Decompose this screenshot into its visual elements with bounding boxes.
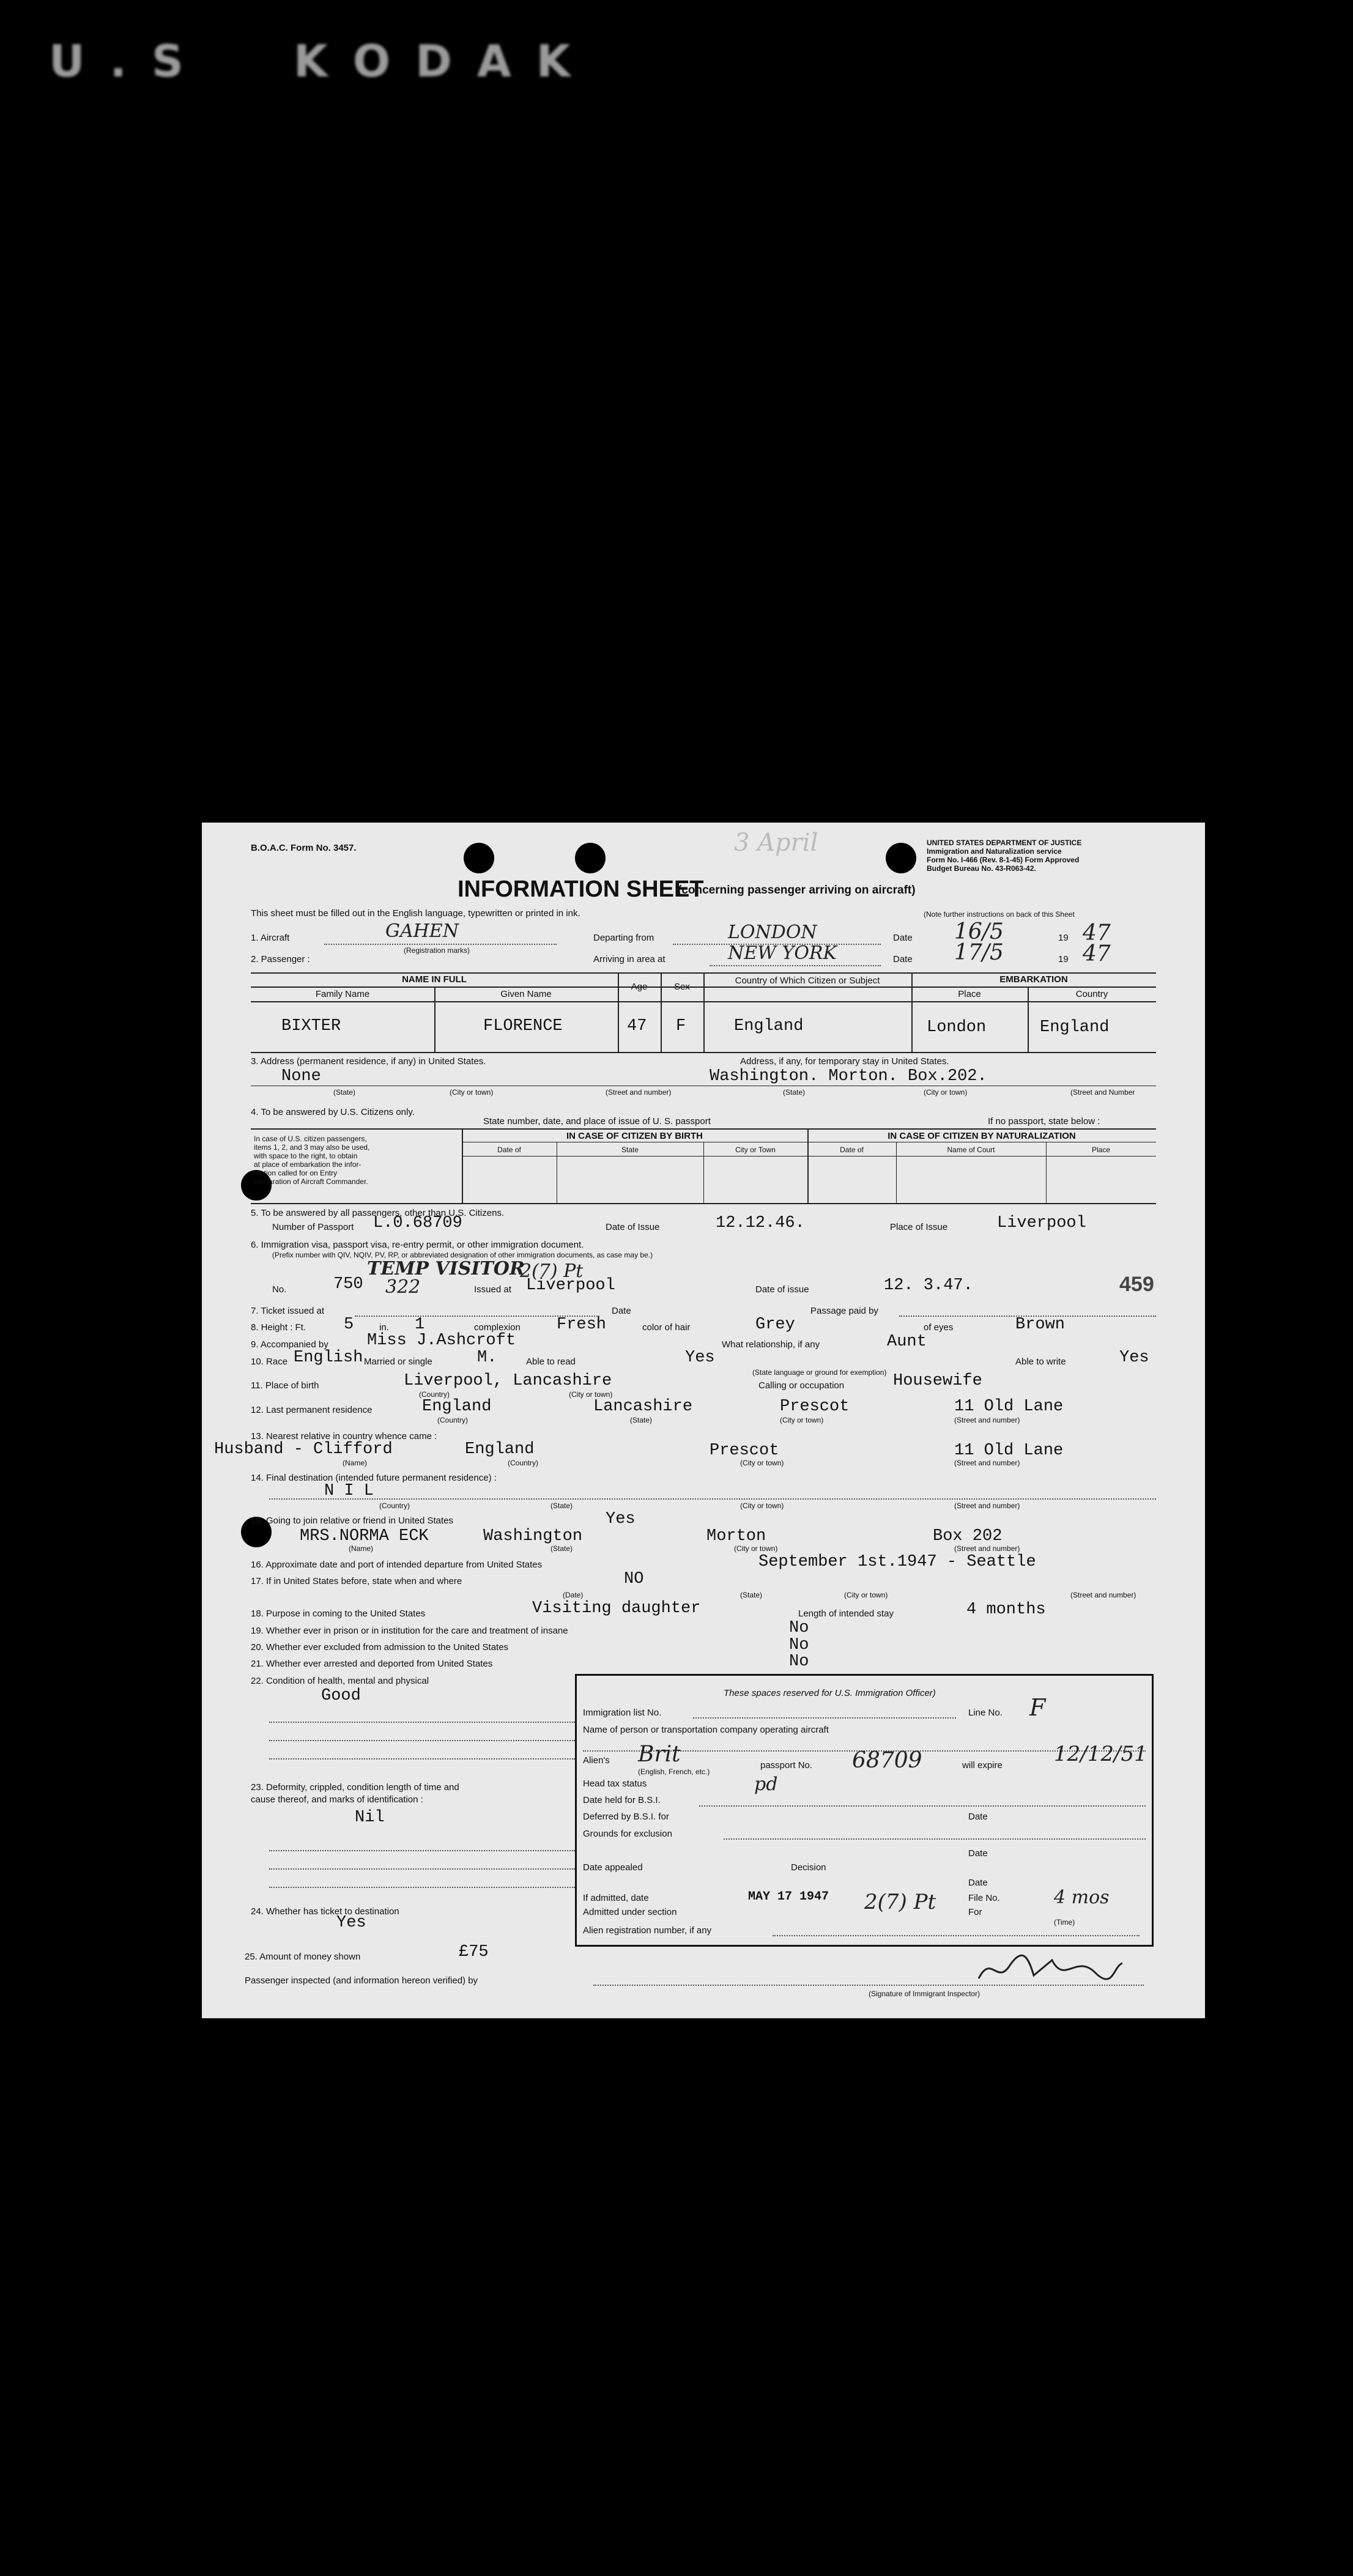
aircraft-registration: GAHEN bbox=[385, 920, 459, 942]
passport-number: L.0.68709 bbox=[373, 1214, 462, 1232]
relative-street: 11 Old Lane bbox=[954, 1442, 1064, 1460]
faint-stamp: 3 April bbox=[734, 829, 818, 857]
stamp-number: 459 bbox=[1119, 1273, 1154, 1296]
form-instructions: This sheet must be filled out in the English language, typewritten or printed in ink. bbox=[251, 908, 580, 919]
hair-color: Grey bbox=[755, 1316, 795, 1334]
health-condition: Good bbox=[321, 1687, 361, 1705]
family-name: BIXTER bbox=[281, 1017, 341, 1035]
height-inches: 1 bbox=[415, 1316, 425, 1334]
arrival-year: 47 bbox=[1083, 941, 1111, 966]
relative-city: Prescot bbox=[710, 1442, 779, 1460]
joining-state: Washington bbox=[483, 1527, 583, 1545]
previous-visit: NO bbox=[624, 1570, 644, 1588]
relative-country: England bbox=[465, 1440, 535, 1459]
arrival-date: 17/5 bbox=[954, 940, 1004, 965]
citizenship-country: England bbox=[734, 1017, 804, 1035]
relationship: Aunt bbox=[887, 1333, 927, 1351]
intended-departure: September 1st.1947 - Seattle bbox=[758, 1553, 1036, 1571]
last-residence-state: Lancashire bbox=[593, 1397, 693, 1416]
race: English bbox=[294, 1349, 363, 1367]
departure-date: 16/5 bbox=[954, 919, 1004, 944]
able-to-read: Yes bbox=[685, 1349, 715, 1367]
joining-name: MRS.NORMA ECK bbox=[300, 1527, 429, 1545]
money-shown: £75 bbox=[459, 1943, 489, 1961]
place-of-birth: Liverpool, Lancashire bbox=[404, 1372, 612, 1390]
film-label-us: U . S bbox=[49, 35, 188, 87]
citizen-note: In case of U.S. citizen passengers, items 1, 2, and 3 may also be used, with space to the right, to obtain at place of embarkation the infor- mation called for on Entry Declaration of Aircraft Commander. bbox=[254, 1134, 370, 1186]
embarkation-place: London bbox=[927, 1018, 987, 1037]
purpose: Visiting daughter bbox=[532, 1599, 701, 1618]
marital-status: M. bbox=[477, 1349, 497, 1367]
joining-city: Morton bbox=[706, 1527, 766, 1545]
passport-issue-date: 12.12.46. bbox=[716, 1214, 805, 1232]
able-to-write: Yes bbox=[1119, 1349, 1149, 1367]
age: 47 bbox=[627, 1017, 647, 1035]
visa-issued-at: Liverpool bbox=[526, 1276, 615, 1295]
punch-hole bbox=[886, 843, 916, 873]
arriving-at: NEW YORK bbox=[728, 942, 837, 964]
visa-handwritten-note: TEMP VISITOR bbox=[367, 1258, 525, 1279]
passport-issue-place: Liverpool bbox=[997, 1214, 1086, 1232]
information-sheet: B.O.A.C. Form No. 3457. UNITED STATES DEPARTMENT OF JUSTICE Immigration and Naturalization service Form No. I-466 (Rev. 8-1-45) Form Approved Budget Bureau No. 43-R063-42. 3 April INFORMATION SHEET (concerning passenger arriving on aircraft) This sheet must be filled out in the English language, typewritten or printed in ink. (Note further instructions on back of this Sheet 1. Aircraft GAHEN (Registration marks) Departing from LONDON Date 16/5 19 47 2. Passenger : Arriving in area at NEW YORK Date 17/5 19 47 NAME IN FULL Family Name Given Name Age Sex Country of Which Citizen or Subject EMBARKATION Place Country BIXTER FLORENCE 47 F England London England 3. Address (permanent residence, if any) in United States. Address, if any, for temporary stay in United States. None Washington. Morton. Box.202. (State) (City or town) (Street and number) (State) (City or town) (Street and Number 4. To be answered by U.S. Citizens only. State number, date, and place of issue of U. S. passport If no passport, state below : In case of U.S. citizen passengers, items 1, 2, and 3 may also be used, with space to the right, to obtain at place of embarkation the infor- mation called for on Entry Declaration of Aircraft Commander. IN CASE OF CITIZEN BY BIRTH IN CASE OF CITIZEN BY NATURALIZATION Date of State City or Town Date of Name of Court Place 5. To be answered by all passengers, other than U.S. Citizens. Number of Passport L.0.68709 Date of Issue 12.12.46. Place of Issue Liverpool 6. Immigration visa, passport visa, re-entry permit, or other immigration document. (Prefix number with QIV, NQIV, PV, RP, or abbreviated designation of other immigration documents, as case may be.) TEMP VISITOR 2(7) Pt No. 750 322 Issued at Liverpool Date of issue 12. 3.47. 459 7. Ticket issued at Date Passage paid by 8. Height : Ft. 5 in. 1 complexion Fresh color of hair Grey of eyes Brown 9. Accompanied by Miss J.Ashcroft What relationship, if any Aunt 10. Race English Married or single M. Able to read Yes (State language or ground for exemption) Able to write Yes 11. Place of birth Liverpool, Lancashire (Country) (City or town) Calling or occupation Housewife 12. Last permanent residence England Lancashire Prescot 11 Old Lane (Country) (State) (City or town) (Street and number) 13. Nearest relative in country whence came : Husband - Clifford England Prescot 11 Old Lane (Name) (Country) (City or town) (Street and number) 14. Final destination (intended future permanent residence) : N I L (Country) (State) (City or town) (Street and number) 15. Going to join relative or friend in United States Yes MRS.NORMA ECK Washington Morton Box 202 (Name) (State) (City or town) (Street and number) 16. Approximate date and port of intended departure from United States September 1st.1947 - Seattle 17. If in United States before, state when and where NO (Date) (State) (City or town) (Street and number) 18. Purpose in coming to the United States Visiting daughter Length of intended stay 4 months 19. Whether ever in prison or in institution for the care and treatment of insane No 20. Whether ever excluded from admission to the United States No 21. Whether ever arrested and deported from United States No 22. Condition of health, mental and physical Good 23. Deformity, crippled, condition length of time and cause thereof, and marks of identification : Nil 24. Whether has ticket to destination Yes 25. Amount of money shown £75 Passenger inspected (and information hereon verified) by (Signature of Immigrant Inspector) These spaces reserved for U.S. Immigration Officer) Immigration list No. Line No. F Name of person or transportation company operating aircraft Alien's Brit (English, French, etc.) passport No. 68709 will expire 12/12/51 Head tax status pd Date held for B.S.I. Deferred by B.S.I. for Date Grounds for exclusion Date Date appealed Decision Date If admitted, date MAY 17 1947 Admitted under section 2(7) Pt File No. For 4 mos (Time) Alien registration number, if any bbox=[202, 823, 1205, 2018]
deported-answer: No bbox=[789, 1653, 809, 1671]
punch-hole bbox=[464, 843, 494, 873]
length-of-stay: 4 months bbox=[966, 1601, 1046, 1619]
punch-hole bbox=[575, 843, 606, 873]
joining-street: Box 202 bbox=[933, 1527, 1003, 1545]
excluded-answer: No bbox=[789, 1636, 809, 1654]
temporary-address: Washington. Morton. Box.202. bbox=[710, 1067, 987, 1086]
last-residence-city: Prescot bbox=[780, 1397, 850, 1416]
complexion: Fresh bbox=[557, 1316, 607, 1334]
inspector-signature bbox=[973, 1948, 1125, 1997]
eye-color: Brown bbox=[1015, 1316, 1066, 1334]
deformity: Nil bbox=[355, 1808, 385, 1827]
department-header: UNITED STATES DEPARTMENT OF JUSTICE Immigration and Naturalization service Form No. I-466 (Rev. 8-1-45) Form Approved Budget Bureau No. 43-R063-42. bbox=[927, 838, 1082, 873]
departing-from: LONDON bbox=[728, 922, 817, 943]
deformity-label: 23. Deformity, crippled, condition length of time and cause thereof, and marks of identification : bbox=[251, 1782, 459, 1805]
form-subtitle: (concerning passenger arriving on aircraft) bbox=[678, 884, 916, 897]
accompanied-by: Miss J.Ashcroft bbox=[367, 1331, 516, 1350]
film-label-kodak: K O D A K bbox=[294, 35, 576, 87]
immigration-officer-box: These spaces reserved for U.S. Immigration Officer) Immigration list No. Line No. F Name of person or transportation company operating aircraft Alien's Brit (English, French, etc.) passport No. 68709 will expire 12/12/51 Head tax status pd Date held for B.S.I. Deferred by B.S.I. for Date Grounds for exclusion Date Date appealed Decision Date If admitted, date MAY 17 1947 Admitted under section 2(7) Pt File No. For 4 mos (Time) Alien registration number, if any bbox=[575, 1674, 1154, 1947]
departure-year: 47 bbox=[1083, 920, 1111, 946]
height-feet: 5 bbox=[344, 1316, 354, 1334]
visa-issue-date: 12. 3.47. bbox=[884, 1276, 973, 1295]
form-note: (Note further instructions on back of this Sheet bbox=[924, 910, 1075, 919]
form-title: INFORMATION SHEET bbox=[458, 876, 704, 902]
prison-answer: No bbox=[789, 1619, 809, 1637]
given-name: FLORENCE bbox=[483, 1017, 563, 1035]
nearest-relative: Husband - Clifford bbox=[214, 1440, 393, 1459]
visa-number: 750 bbox=[333, 1275, 363, 1294]
us-address: None bbox=[281, 1067, 321, 1086]
admitted-date-stamp: MAY 17 1947 bbox=[748, 1890, 829, 1904]
occupation: Housewife bbox=[893, 1372, 982, 1390]
final-destination: N I L bbox=[324, 1482, 374, 1500]
sex: F bbox=[676, 1017, 686, 1035]
ticket-to-destination: Yes bbox=[336, 1914, 366, 1932]
boac-form-number: B.O.A.C. Form No. 3457. bbox=[251, 843, 357, 853]
last-residence-street: 11 Old Lane bbox=[954, 1397, 1064, 1416]
last-residence-country: England bbox=[422, 1397, 492, 1416]
embarkation-country: England bbox=[1040, 1018, 1110, 1037]
joining-relative: Yes bbox=[606, 1510, 636, 1528]
